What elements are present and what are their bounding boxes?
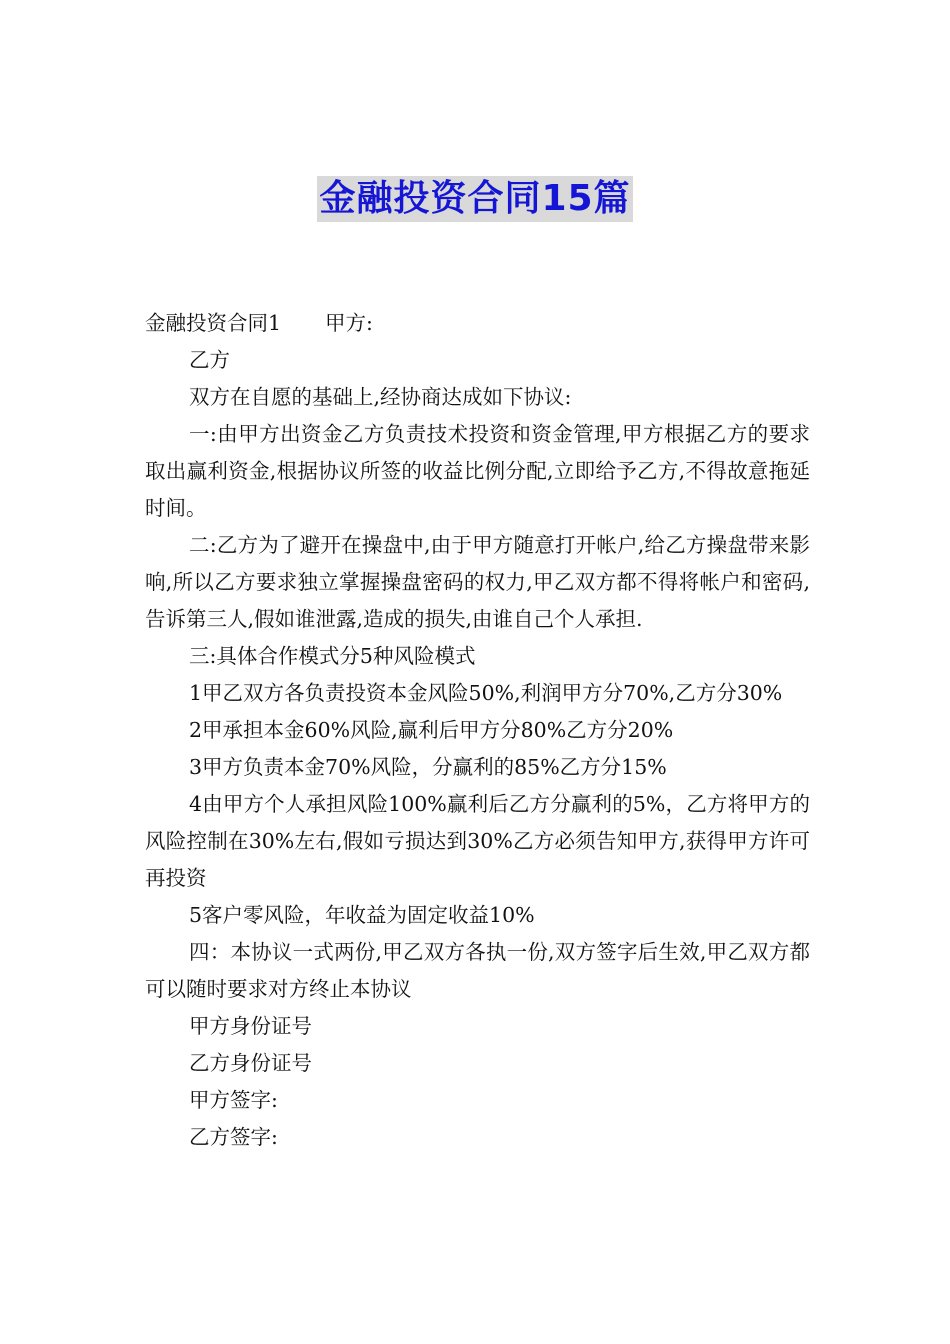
party-b-signature-line: 乙方签字: — [189, 1125, 278, 1149]
party-a-id-line: 甲方身份证号 — [189, 1014, 312, 1038]
paragraph-mode-5: 5客户零风险，年收益为固定收益10% — [189, 903, 535, 927]
paragraph-clause-4: 四：本协议一式两份,甲乙双方各执一份,双方签字后生效,甲乙双方都可以随时要求对方终止本协议 — [145, 940, 810, 1001]
document-body — [145, 305, 810, 1156]
paragraph-mode-1: 1甲乙双方各负责投资本金风险50%,利润甲方分70%,乙方分30% — [189, 681, 783, 705]
section-heading-line — [145, 305, 810, 342]
title-container — [0, 176, 950, 222]
section-heading: 金融投资合同1 — [145, 311, 282, 335]
paragraph-mode-2: 2甲承担本金60%风险,赢利后甲方分80%乙方分20% — [189, 718, 674, 742]
document-title: 金融投资合同15篇 — [317, 176, 632, 222]
paragraph-intro: 双方在自愿的基础上,经协商达成如下协议: — [189, 385, 572, 409]
party-a-label: 甲方: — [325, 311, 373, 335]
paragraph-mode-3: 3甲方负责本金70%风险，分赢利的85%乙方分15% — [189, 755, 667, 779]
paragraph-clause-2: 二:乙方为了避开在操盘中,由于甲方随意打开帐户,给乙方操盘带来影响,所以乙方要求独立掌握操盘密码的权力,甲乙双方都不得将帐户和密码,告诉第三人,假如谁泄露,造成的损失,由谁自己个人承担. — [145, 533, 810, 631]
party-a-signature-line: 甲方签字: — [189, 1088, 278, 1112]
party-b-id-line: 乙方身份证号 — [189, 1051, 312, 1075]
paragraph-party-b: 乙方 — [189, 348, 230, 372]
paragraph-clause-3: 三:具体合作模式分5种风险模式 — [189, 644, 476, 668]
paragraph-mode-4: 4由甲方个人承担风险100%赢利后乙方分赢利的5%，乙方将甲方的风险控制在30%左右,假如亏损达到30%乙方必须告知甲方,获得甲方许可再投资 — [145, 792, 810, 890]
paragraph-clause-1: 一:由甲方出资金乙方负责技术投资和资金管理,甲方根据乙方的要求取出赢利资金,根据协议所签的收益比例分配,立即给予乙方,不得故意拖延时间。 — [145, 422, 810, 520]
